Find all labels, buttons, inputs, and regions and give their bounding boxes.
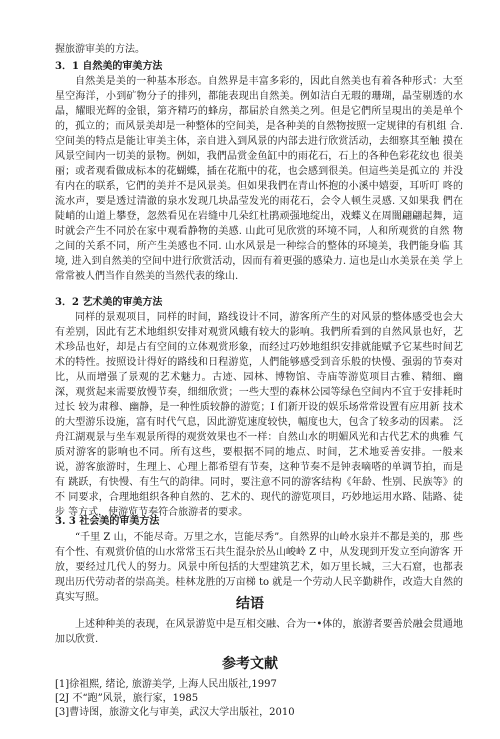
section-heading-social-beauty: 3. 3 社会美的审美方法 (55, 516, 160, 527)
conclusion-title: 结语 (236, 596, 264, 612)
intro-line: 握旅游审美的方法。 (55, 44, 145, 55)
reference-item: [1]徐祖熙, 绪论, 旅游美学, 上海人民出版社,1997 (55, 679, 277, 690)
section-body-social-beauty: “千里 Z 山，不能尽奇。万里之水，岂能尽秀”。自然界的山岭水泉并不都是美的，那 些有个性、有观赏价值的山水常常玉石共生混杂於丛山峻岭 Z 中，从发现到开发立至向游客 开放，要经过几代人的努力。风景中所包括的大型建筑艺术，如万里长城，三大石窟，也都表 现出历代劳动者的崇高美。桂林龙胜的万亩梯 to 就是一个劳动人民辛勤耕作，改造大自然的 真实写照。 (55, 532, 463, 603)
section-body-art-beauty: 同样的景观项目，同样的时间，路线设计不同，游客所产生的对风景的整体感受也会大 有差别，因此有艺术地组织安排对观赏风蛾有较大的影响。我們所看到的自然风景也好，艺 术珍品也好，却是占有空间的立体观赏形象，而经过巧妙地组织安排就能赋予它某些时间艺 术的特性。按照设计得好的路线和日程游览，人們能够感受到音乐般的快慢、强弱的节奏对 比，从而增强了景观的艺术魅力。古迹、园林、博物馆、寺庙等游览项目古雅、精细、幽深，观赏起来需要放慢节奏，细细欣赏；一些大型的森林公园等绿色空间内不宜于安排耗时过长 较为肃穆、幽静，是一种性质较静的游览；I 们新开设的娱乐场常常设置有应用新 技术的大型游乐设施，富有时代气息，因此游览速度较快，幅度也大，包含了较多动的因素。 泛舟江湖观景与坐车观景所得的观赏效果也不一样：自然山水的明媚风光和古代艺术的典雅 气质对游客的影响也不同。所有这些，要根据不同的地点、时间，艺术地妥善安排。一般来 说，游客旅游时，生理上、心理上都希望有节奏，这种节奏不是钟表嘀嗒的单调节拍，而是有 跳跃，有快慢、有生气的韵律。同时，要注意不同的游客结构《年龄、性别、民族等》的不 同要求，合理地组织各种自然的、艺术的、现代的游览项目，巧妙地运用水路、陆路、徒步 等方式，使游览节奏符合旅游者的要求。 (55, 312, 463, 518)
references-title: 参考文献 (222, 656, 278, 672)
section-heading-natural-beauty: 3．1 自然美的审美方法 (55, 61, 163, 72)
conclusion-body: 上述种种美的表现，在风景游览中是互相交融、合为一•体的，旅游者要善於融会贯通地 加以欣赏. (55, 619, 463, 645)
reference-item: [3]曹诗图，旅游文化与审美，武汉大学出版社，2010 (55, 707, 295, 718)
reference-item: [2J 不“跑”风景，旅行家，1985 (55, 693, 199, 704)
section-heading-art-beauty: 3．2 艺术美的审美方法 (55, 297, 163, 308)
section-body-natural-beauty: 自然美是美的一种基本形态。自然界是丰富多彩的，因此自然美也有着各种形式：大至 星空海洋，小到矿物分子的排列，都能表现出自然美。例如洁白无瑕的珊瑚，晶莹剔透的水 晶，耀眼光辉的金银，第齐精巧的蜂房，都届於自然美之列。但是它們所呈現出的美是单个 的，孤立的；而风景美却是一种整体的空间美，是各种美的自然物按照一定规律的有机组 合. 空间美的特点是能让审美主体，亲自进入到风景的内部去进行欣赏活动，去细察其至触 摸在风景空间内一切美的景物。例如，我們品赏金鱼缸中的雨花石，石上的各种色彩花纹也 很美丽；或者观看做成标本的花蝴蝶，插在花瓶中的花，也会感到很美。但這些美是孤立的 并没有内在的联系，它們的美并不是风景美。但如果我們在青山怀抱的小溪中嬉耍，耳听叮 咚的流水声，要是透过清澈的泉水发现几块晶莹发光的雨花石，会令人顿生灵感. 又如果我 們在陡峭的山道上攀登，忽然看见在岩缝中几朵红杜鹃顽强地绽出，戏蝶义在周闇翩翩起舞，這时就会产生不同於在家中观看静物的美感. 山此可见欣赏的环境不同，人和所观赏的自然 物之间的关系不同，所产生美感也不同. 山水风景是一种综合的整体的环境美，我們能身临 其境, 进入到自然美的空间中进行欣赏活动，因而有着更强的感染力. 這也是山水美景在美 学上常常被人們当作自然美的当然代表的缘山. (55, 76, 463, 282)
